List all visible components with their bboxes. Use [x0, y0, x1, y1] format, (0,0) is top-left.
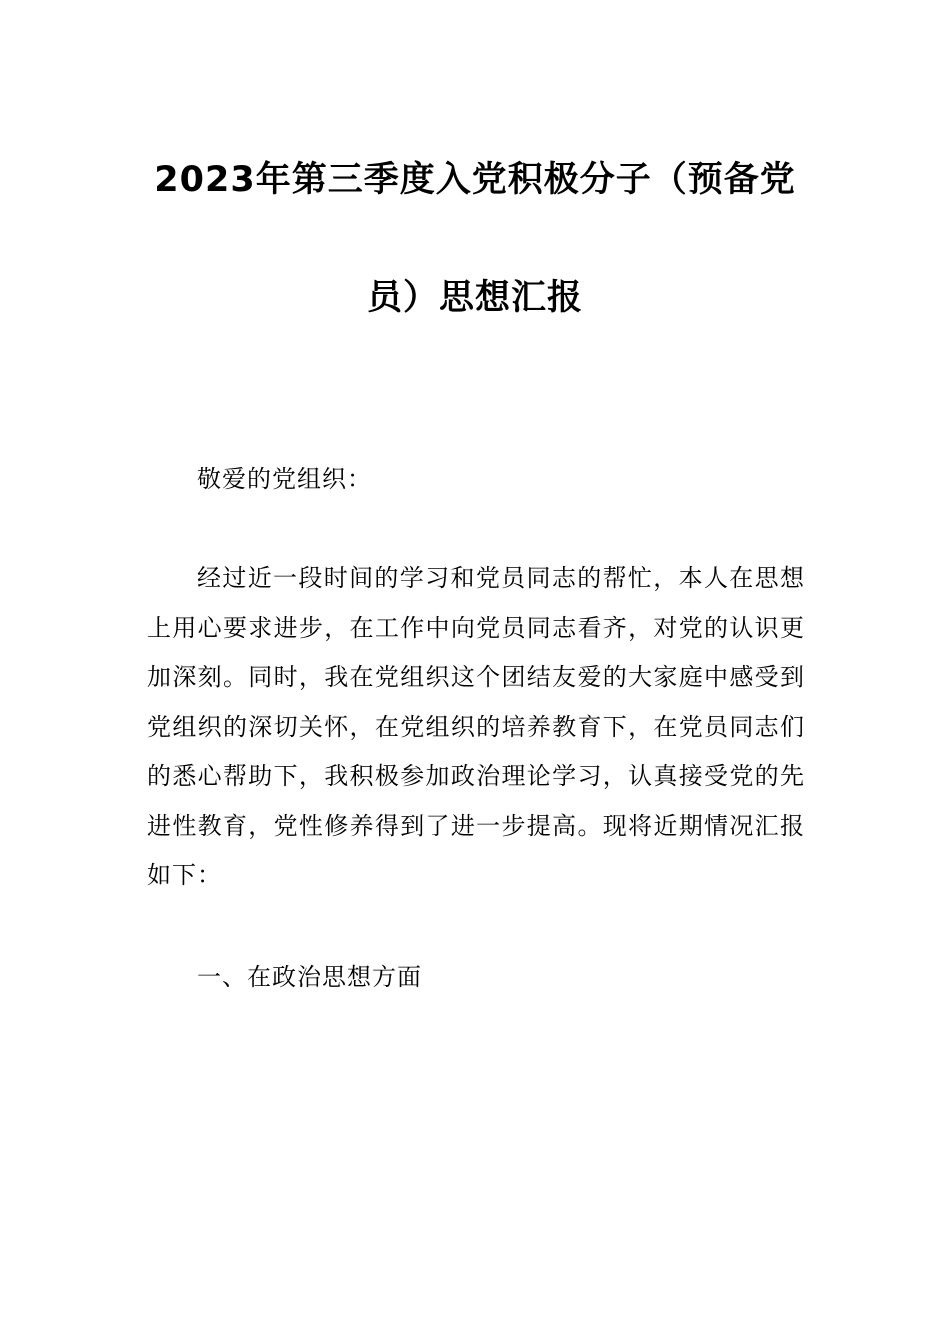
body-paragraph-1: 经过近一段时间的学习和党员同志的帮忙，本人在思想上用心要求进步，在工作中向党员同志看齐，对党的认识更加深刻。同时，我在党组织这个团结友爱的大家庭中感受到党组织的深切关怀，在党组织的培养教育下，在党员同志们的悉心帮助下，我积极参加政治理论学习，认真接受党的先进性教育，党性修养得到了进一步提高。现将近期情况汇报如下：: [147, 564, 805, 889]
document-title-line-2: 员）思想汇报: [366, 278, 583, 318]
document-title-line-1: 2023年第三季度入党积极分子（预备党: [154, 160, 796, 200]
section-heading-1: 一、在政治思想方面: [197, 963, 422, 991]
salutation: 敬爱的党组织：: [197, 465, 372, 493]
